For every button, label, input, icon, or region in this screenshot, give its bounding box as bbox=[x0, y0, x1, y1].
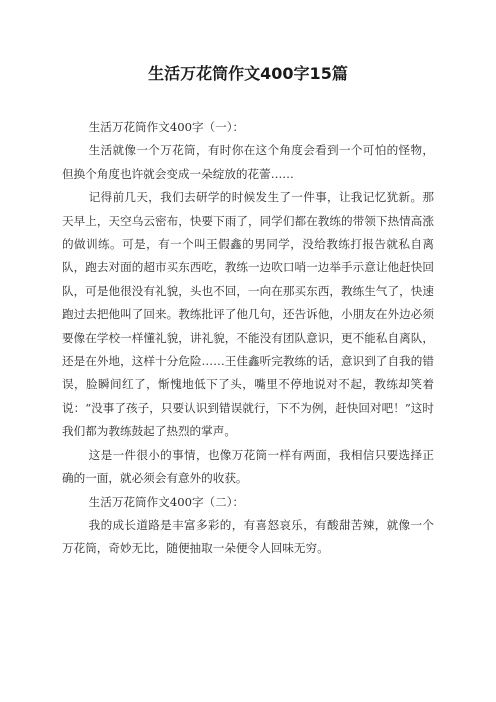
document-body bbox=[62, 116, 434, 561]
paragraph-section-heading: 生活万花筒作文400字（二）： bbox=[88, 494, 245, 509]
document-title: 生活万花筒作文400字15篇 bbox=[148, 64, 348, 83]
paragraph: 记得前几天，我们去研学的时候发生了一件事，让我记忆犹新。那天早上，天空乌云密布，快要下雨了，同学们都在教练的带领下热情高涨的做训练。可是，有一个叫王假鑫的男同学，没给教练打报告就私自离队，跑去对面的超市买东西吃，教练一边吹口哨一边举手示意让他赶快回队，可是他很没有礼貌，头也不回，一向在那买东西，教练生气了，快速跑过去把他叫了回来。教练批评了他几句，还告诉他，小朋友在外边必须要像在学校一样懂礼貌，讲礼貌，不能没有团队意识，更不能私自离队，还是在外地，这样十分危险……王佳鑫听完教练的话，意识到了自我的错误，脸瞬间红了，惭愧地低下了头，嘴里不停地说对不起，教练却笑着说：“没事了孩子，只要认识到错误就行，下不为例，赶快回对吧！”这时我们都为教练鼓起了热烈的掌声。 bbox=[62, 190, 434, 439]
paragraph: 我的成长道路是丰富多彩的，有喜怒哀乐，有酸甜苦辣，就像一个万花筒，奇妙无比，随便抽取一朵便令人回味无穷。 bbox=[62, 517, 434, 556]
paragraph: 这是一件很小的事情，也像万花筒一样有两面，我相信只要选择正确的一面，就必须会有意外的收获。 bbox=[62, 447, 434, 486]
paragraph-section-heading: 生活万花筒作文400字（一）： bbox=[88, 120, 245, 134]
paragraph: 生活就像一个万花筒，有时你在这个角度会看到一个可怕的怪物，但换个角度也许就会变成一朵绽放的花蕾…… bbox=[62, 143, 434, 181]
